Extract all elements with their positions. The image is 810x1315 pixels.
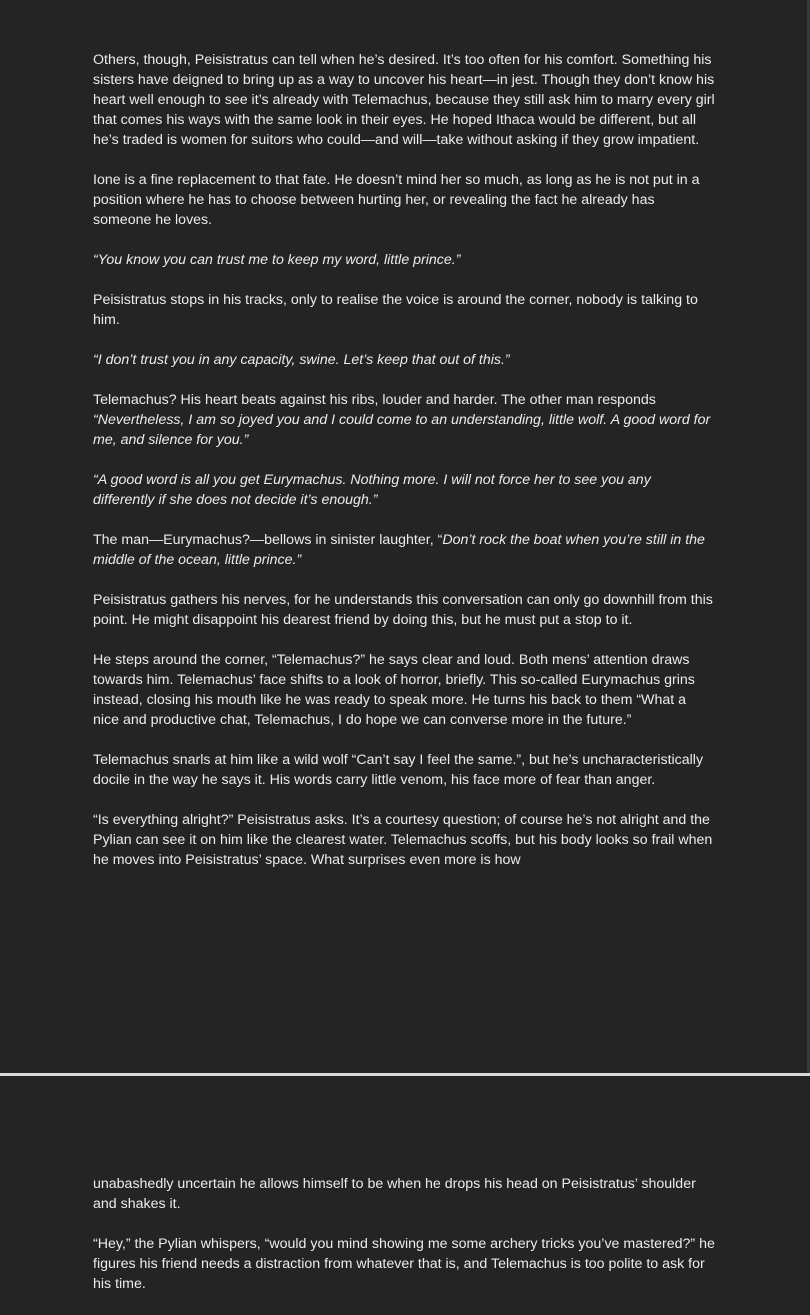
narration-text: He steps around the corner, “Telemachus?” he says clear and loud. Both mens’ attention draws towards him. Telemachus’ face shifts to a look of horror, briefly. This so-called Eurymachus grins instead, closing his mouth like he was ready to speak more. He turns his back to them “What a nice and productive chat, Telemachus, I do hope we can converse more in the future.” — [93, 652, 695, 728]
narration-text: The man—Eurymachus?—bellows in sinister laughter, “ — [93, 532, 443, 548]
narration-text: Telemachus? His heart beats against his ribs, louder and harder. The other man responds — [93, 392, 656, 408]
narration-text: Ione is a fine replacement to that fate. He doesn’t mind her so much, as long as he is not put in a position where he has to choose between hurting her, or revealing the fact he already has someone he loves. — [93, 172, 700, 228]
paragraph — [93, 750, 715, 790]
paragraph — [93, 590, 715, 630]
paragraph — [93, 1234, 715, 1294]
paragraph — [93, 50, 715, 150]
paragraph — [93, 290, 715, 330]
narration-text: unabashedly uncertain he allows himself to be when he drops his head on Peisistratus’ shoulder and shakes it. — [93, 1176, 696, 1212]
italic-dialogue-text: Don’t rock the boat when you’re still in the middle of the ocean, little prince.” — [93, 532, 705, 568]
paragraph — [93, 470, 715, 510]
paragraph — [93, 1174, 715, 1214]
page-2-text-column — [93, 1174, 715, 1314]
page-1-text-column — [93, 50, 715, 890]
narration-text: Peisistratus gathers his nerves, for he understands this conversation can only go downhill from this point. He might disappoint his dearest friend by doing this, but he must put a stop to it. — [93, 592, 713, 628]
italic-dialogue-text: “You know you can trust me to keep my word, little prince.” — [93, 252, 461, 268]
paragraph — [93, 810, 715, 870]
paragraph — [93, 530, 715, 570]
narration-text: “Hey,” the Pylian whispers, “would you mind showing me some archery tricks you’ve mastered?” he figures his friend needs a distraction from whatever that is, and Telemachus is too polite to ask for his time. — [93, 1236, 715, 1292]
narration-text: “Is everything alright?” Peisistratus asks. It’s a courtesy question; of course he’s not alright and the Pylian can see it on him like the clearest water. Telemachus scoffs, but his body looks so frail when he moves into Peisistratus’ space. What surprises even more is how — [93, 812, 713, 868]
paragraph — [93, 250, 715, 270]
paragraph — [93, 650, 715, 730]
narration-text: Peisistratus stops in his tracks, only to realise the voice is around the corner, nobody is talking to him. — [93, 292, 698, 328]
italic-dialogue-text: “A good word is all you get Eurymachus. Nothing more. I will not force her to see you any differently if she does not decide it’s enough.” — [93, 472, 651, 508]
paragraph — [93, 350, 715, 370]
paragraph — [93, 170, 715, 230]
document-page-2 — [0, 1076, 810, 1315]
italic-dialogue-text: “I don’t trust you in any capacity, swine. Let’s keep that out of this.” — [93, 352, 510, 368]
paragraph — [93, 390, 715, 450]
italic-dialogue-text: “Nevertheless, I am so joyed you and I could come to an understanding, little wolf. A good word for me, and silence for you.” — [93, 412, 711, 448]
narration-text: Telemachus snarls at him like a wild wolf “Can’t say I feel the same.”, but he’s uncharacteristically docile in the way he says it. His words carry little venom, his face more of fear than anger. — [93, 752, 704, 788]
narration-text: Others, though, Peisistratus can tell when he’s desired. It’s too often for his comfort. Something his sisters have deigned to bring up as a way to uncover his heart—in jest. Though they don’t know his heart well enough to see it’s already with Telemachus, because they still ask him to marry every girl that comes his ways with the same look in their eyes. He hoped Ithaca would be different, but all he’s traded is women for suitors who could—and will—take without asking if they grow impatient. — [93, 52, 715, 148]
